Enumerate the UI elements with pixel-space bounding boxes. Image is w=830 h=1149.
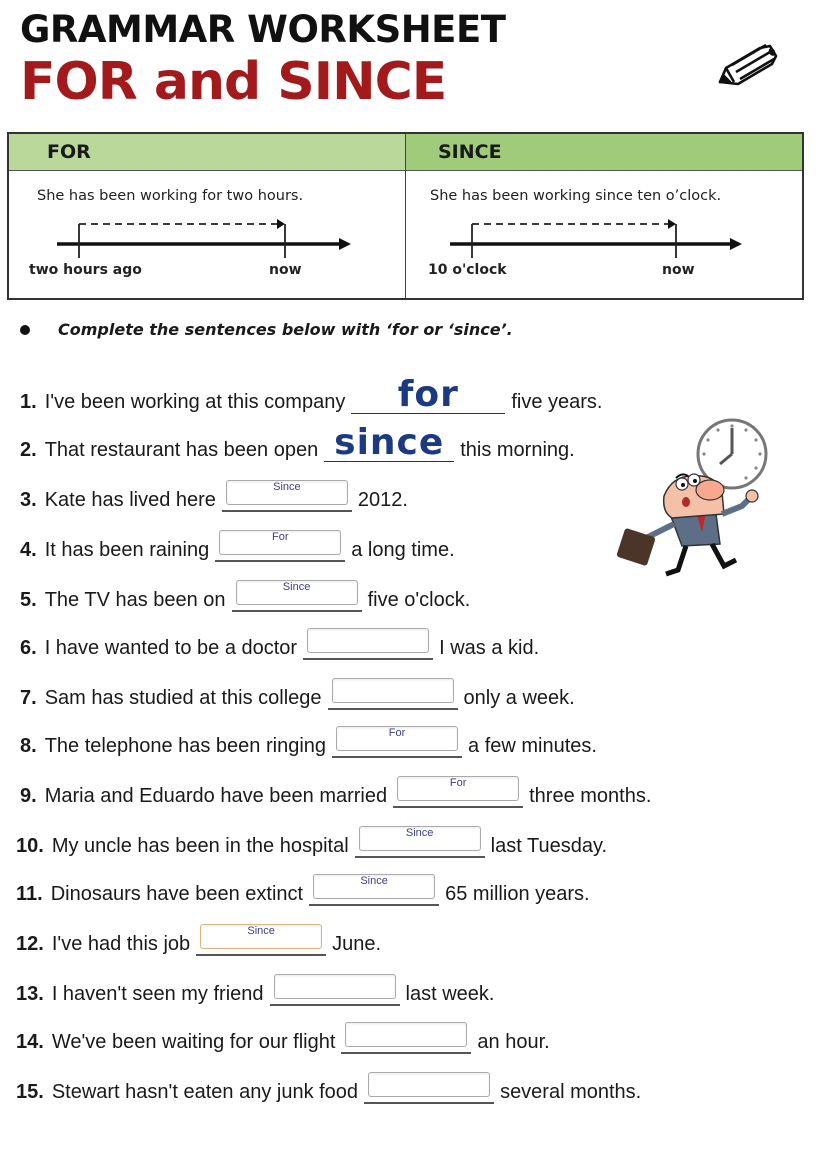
answer-blank[interactable] — [393, 774, 523, 808]
question-number: 12. — [16, 933, 44, 955]
answer-blank[interactable] — [351, 375, 505, 414]
since-end-label: now — [662, 262, 695, 278]
question-text-after: only a week. — [463, 687, 575, 709]
question-row — [20, 580, 470, 612]
question-number: 6. — [20, 637, 37, 659]
question-number: 4. — [20, 539, 37, 561]
question-text-after: three months. — [529, 785, 652, 807]
question-text-before: My uncle has been in the hospital — [51, 835, 349, 857]
question-number: 11. — [16, 883, 43, 905]
question-text-after: an hour. — [477, 1031, 550, 1053]
question-number: 5. — [20, 589, 37, 611]
question-row — [20, 530, 455, 562]
answer-blank[interactable] — [341, 1020, 471, 1054]
worksheet-subtitle: FOR and SINCE — [20, 52, 447, 112]
question-text-after: June. — [332, 933, 382, 955]
question-text-after: five years. — [511, 391, 603, 413]
question-text-before: We've been waiting for our flight — [51, 1031, 336, 1053]
question-number: 8. — [20, 735, 37, 757]
for-timeline-diagram — [9, 212, 399, 292]
since-column — [405, 134, 802, 298]
question-number: 7. — [20, 687, 37, 709]
answer-input-box[interactable] — [307, 628, 429, 653]
question-row — [20, 678, 575, 710]
question-text-after: last week. — [405, 983, 495, 1005]
answer-blank[interactable] — [355, 824, 485, 858]
answer-input-value[interactable]: For — [449, 777, 467, 789]
instruction-text: Complete the sentences below with ‘for or ‘since’. — [58, 320, 513, 339]
answer-blank[interactable] — [196, 922, 326, 956]
question-row — [16, 1022, 550, 1054]
question-row — [16, 1072, 642, 1104]
question-row — [20, 776, 651, 808]
worksheet-title: GRAMMAR WORKSHEET — [20, 8, 506, 51]
question-row — [20, 422, 575, 463]
answer-input-box[interactable] — [345, 1022, 467, 1047]
question-text-after: last Tuesday. — [490, 835, 608, 857]
question-number: 13. — [16, 983, 44, 1005]
since-start-label: 10 o'clock — [428, 262, 507, 278]
since-heading: SINCE — [406, 134, 802, 171]
answer-input-value[interactable]: Since — [247, 925, 275, 937]
question-text-before: I haven't seen my friend — [51, 983, 264, 1005]
since-example-sentence: She has been working since ten o’clock. — [430, 188, 722, 204]
answer-input-value[interactable]: Since — [273, 481, 301, 493]
businessman-clock-illustration — [612, 414, 782, 582]
answer-input-box[interactable] — [368, 1072, 490, 1097]
answer-blank[interactable] — [324, 423, 454, 462]
question-number: 2. — [20, 439, 37, 461]
question-number: 10. — [16, 835, 44, 857]
since-timeline-diagram — [406, 212, 796, 292]
question-row — [16, 826, 608, 858]
question-text-before: Stewart hasn't eaten any junk food — [51, 1081, 359, 1103]
question-text-before: Sam has studied at this college — [44, 687, 322, 709]
answer-input-box[interactable] — [274, 974, 396, 999]
for-column — [9, 134, 405, 298]
question-number: 9. — [20, 785, 37, 807]
answer-input-value[interactable]: For — [272, 531, 289, 543]
question-row — [16, 924, 382, 956]
question-row — [16, 974, 495, 1006]
for-since-reference-table — [7, 132, 804, 300]
question-text-before: I have wanted to be a doctor — [44, 637, 298, 659]
question-text-before: Dinosaurs have been extinct — [50, 883, 304, 905]
for-heading: FOR — [9, 134, 405, 171]
question-text-after: a long time. — [351, 539, 455, 561]
instruction — [20, 320, 513, 339]
question-text-before: The TV has been on — [44, 589, 226, 611]
answer-input-box[interactable] — [332, 678, 454, 703]
question-text-before: That restaurant has been open — [44, 439, 319, 461]
bullet-icon — [20, 325, 30, 335]
answer-input-value[interactable]: Since — [282, 581, 311, 593]
question-row — [20, 726, 597, 758]
question-text-before: Kate has lived here — [44, 489, 216, 511]
answer-blank[interactable] — [222, 478, 352, 512]
question-text-after: this morning. — [460, 439, 575, 461]
question-text-before: The telephone has been ringing — [44, 735, 327, 757]
question-text-after: five o'clock. — [367, 589, 471, 611]
question-text-after: 65 million years. — [445, 883, 590, 905]
question-number: 15. — [16, 1081, 44, 1103]
question-number: 14. — [16, 1031, 44, 1053]
question-number: 3. — [20, 489, 37, 511]
answer-blank[interactable] — [215, 528, 345, 562]
answer-blank[interactable] — [232, 578, 362, 612]
question-row — [20, 628, 539, 660]
for-end-label: now — [269, 262, 302, 278]
question-number: 1. — [20, 391, 37, 413]
question-text-after: I was a kid. — [439, 637, 540, 659]
question-text-before: Maria and Eduardo have been married — [44, 785, 388, 807]
pencil-icon — [712, 38, 782, 90]
question-text-before: I've had this job — [51, 933, 191, 955]
question-text-before: I've been working at this company — [44, 391, 346, 413]
question-text-after: 2012. — [357, 489, 408, 511]
question-row — [20, 374, 603, 415]
answer-input-value[interactable]: Since — [405, 827, 434, 839]
answer-blank[interactable] — [364, 1070, 494, 1104]
answer-input-value[interactable]: For — [388, 727, 406, 739]
handwritten-answer: for — [397, 374, 459, 415]
answer-blank[interactable] — [303, 626, 433, 660]
question-text-after: several months. — [500, 1081, 642, 1103]
answer-blank[interactable] — [270, 972, 400, 1006]
for-start-label: two hours ago — [29, 262, 142, 278]
question-text-before: It has been raining — [44, 539, 210, 561]
answer-blank[interactable] — [309, 872, 439, 906]
question-row — [20, 480, 408, 512]
for-example-sentence: She has been working for two hours. — [37, 188, 304, 204]
question-row — [16, 874, 590, 906]
answer-input-value[interactable]: Since — [360, 875, 388, 887]
handwritten-answer: since — [334, 422, 445, 463]
answer-blank[interactable] — [332, 724, 462, 758]
question-text-after: a few minutes. — [468, 735, 597, 757]
answer-blank[interactable] — [328, 676, 458, 710]
